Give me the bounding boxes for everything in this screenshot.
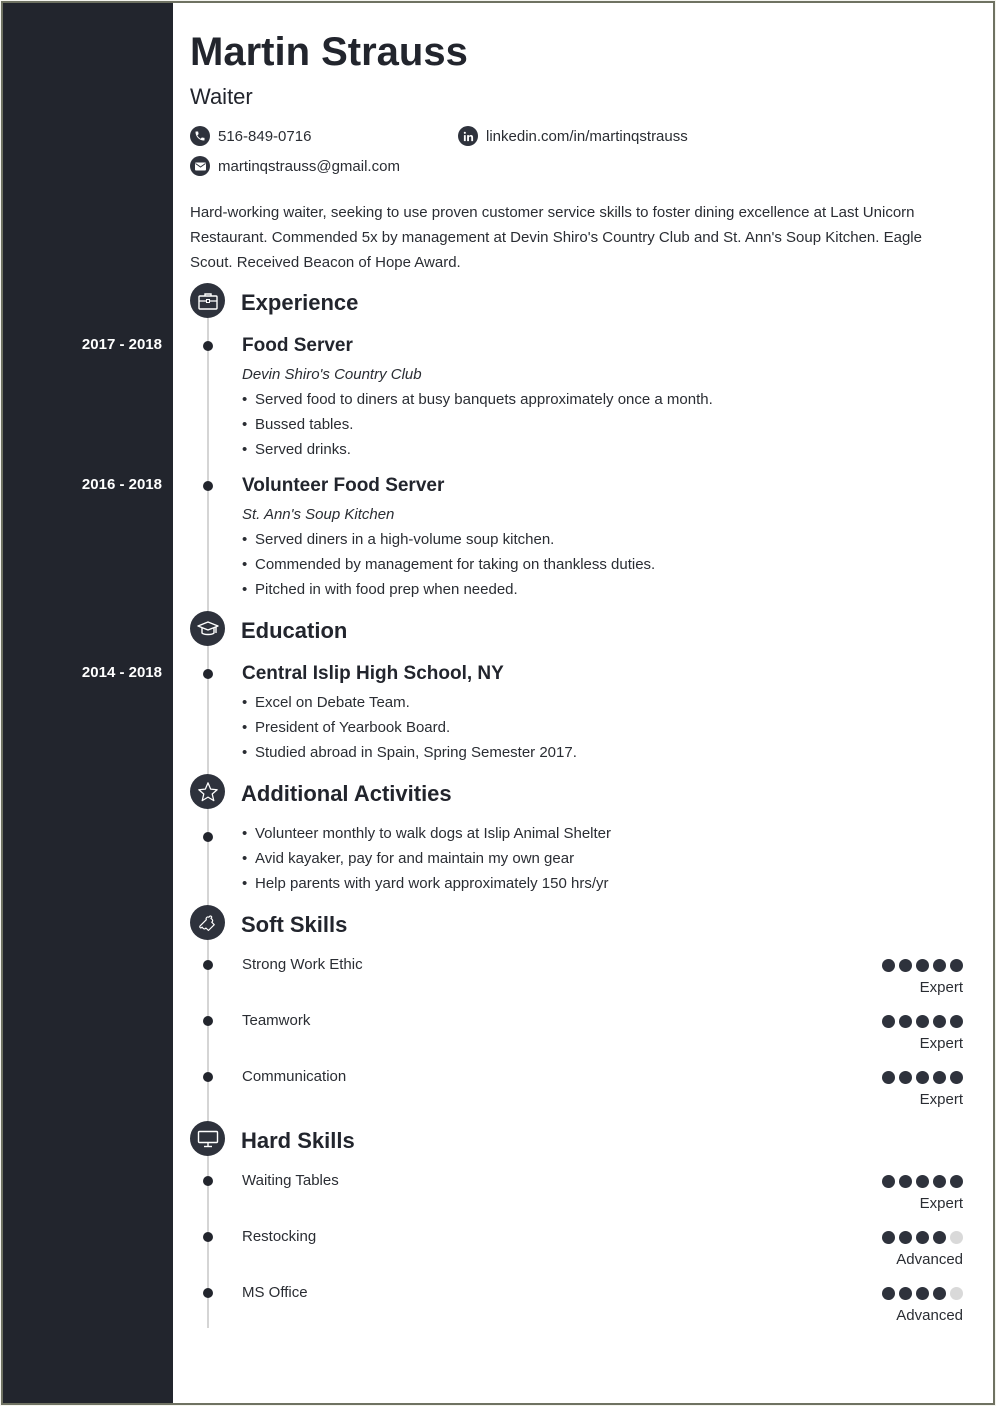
rating-dot <box>916 1015 929 1028</box>
job-date: 2017 - 2018 <box>81 336 162 353</box>
briefcase-icon <box>190 283 225 318</box>
phone-number: 516-849-0716 <box>218 127 312 145</box>
job-title: Food Server <box>242 335 353 356</box>
rating-dot <box>899 1015 912 1028</box>
phone-icon <box>190 126 210 146</box>
skill-name: Restocking <box>242 1228 317 1245</box>
activity-bullet: • Avid kayaker, pay for and maintain my own gear <box>242 850 574 867</box>
section-title-hard-skills: Hard Skills <box>241 1128 355 1153</box>
rating-dot <box>899 1071 912 1084</box>
candidate-role: Waiter <box>190 84 253 109</box>
rating-dot <box>899 1175 912 1188</box>
rating-dot <box>950 1175 963 1188</box>
timeline-dot <box>203 960 213 970</box>
job-bullet: • Served food to diners at busy banquets approximately once a month. <box>242 391 713 408</box>
rating-dot-empty <box>950 1231 963 1244</box>
skill-rating <box>882 1231 963 1244</box>
rating-dot <box>933 959 946 972</box>
job-bullet: • Pitched in with food prep when needed. <box>242 581 518 598</box>
activity-bullet: • Volunteer monthly to walk dogs at Islip Animal Shelter <box>242 825 611 842</box>
rating-dot <box>882 959 895 972</box>
rating-dot <box>916 1175 929 1188</box>
email-contact[interactable] <box>190 156 400 176</box>
rating-dot <box>933 1175 946 1188</box>
rating-dot <box>950 959 963 972</box>
section-title-education: Education <box>241 618 348 643</box>
job-bullet: • Commended by management for taking on thankless duties. <box>242 556 655 573</box>
skill-name: MS Office <box>242 1284 308 1301</box>
rating-dot <box>882 1231 895 1244</box>
rating-dot <box>916 1287 929 1300</box>
rating-dot <box>950 1071 963 1084</box>
timeline-dot <box>203 1072 213 1082</box>
skill-name: Teamwork <box>242 1012 311 1029</box>
skill-level: Advanced <box>896 1251 963 1268</box>
timeline-dot <box>203 832 213 842</box>
linkedin-contact[interactable] <box>458 126 688 146</box>
rating-dot <box>950 1015 963 1028</box>
activity-bullet: • Help parents with yard work approximately 150 hrs/yr <box>242 875 608 892</box>
rating-dot <box>933 1287 946 1300</box>
timeline-dot <box>203 1288 213 1298</box>
skill-rating <box>882 1175 963 1188</box>
section-title-activities: Additional Activities <box>241 781 452 806</box>
skill-name: Waiting Tables <box>242 1172 339 1189</box>
skill-level: Advanced <box>896 1307 963 1324</box>
timeline-dot <box>203 481 213 491</box>
timeline-dot <box>203 1232 213 1242</box>
edu-bullet: • Studied abroad in Spain, Spring Semester 2017. <box>242 744 577 761</box>
job-bullet: • Bussed tables. <box>242 416 353 433</box>
skill-level: Expert <box>919 979 963 996</box>
job-company: St. Ann's Soup Kitchen <box>242 506 395 523</box>
puzzle-icon <box>190 905 225 940</box>
skill-rating <box>882 1287 963 1300</box>
phone-contact <box>190 126 311 146</box>
rating-dot <box>916 1071 929 1084</box>
skill-level: Expert <box>919 1195 963 1212</box>
timeline-dot <box>203 341 213 351</box>
rating-dot <box>882 1015 895 1028</box>
rating-dot <box>899 1231 912 1244</box>
candidate-name: Martin Strauss <box>190 30 468 74</box>
skill-level: Expert <box>919 1091 963 1108</box>
job-bullet: • Served diners in a high-volume soup kitchen. <box>242 531 554 548</box>
rating-dot <box>933 1071 946 1084</box>
skill-name: Communication <box>242 1068 347 1085</box>
rating-dot <box>916 1231 929 1244</box>
summary: Hard-working waiter, seeking to use proven customer service skills to foster dining excellence at Last Unicorn Restaurant. Commended 5x by management at Devin Shiro's Country Club and St. Ann's Soup Kitchen. Eagle Scout. Received Beacon of Hope Award. <box>190 204 922 271</box>
rating-dot <box>882 1287 895 1300</box>
skill-name: Strong Work Ethic <box>242 956 363 973</box>
email-address[interactable]: martinqstrauss@gmail.com <box>218 157 400 175</box>
rating-dot <box>882 1071 895 1084</box>
section-title-experience: Experience <box>241 290 359 315</box>
job-bullet: • Served drinks. <box>242 441 351 458</box>
timeline-dot <box>203 669 213 679</box>
job-date: 2016 - 2018 <box>81 476 162 493</box>
section-title-soft-skills: Soft Skills <box>241 912 348 937</box>
monitor-icon <box>190 1121 225 1156</box>
star-icon <box>190 774 225 809</box>
rating-dot <box>899 959 912 972</box>
rating-dot <box>933 1231 946 1244</box>
skill-level: Expert <box>919 1035 963 1052</box>
job-company: Devin Shiro's Country Club <box>242 366 422 383</box>
edu-bullet: • Excel on Debate Team. <box>242 694 410 711</box>
skill-rating <box>882 1015 963 1028</box>
email-icon <box>190 156 210 176</box>
linkedin-icon <box>458 126 478 146</box>
graduation-cap-icon <box>190 611 225 646</box>
timeline-dot <box>203 1016 213 1026</box>
skill-rating <box>882 1071 963 1084</box>
edu-date: 2014 - 2018 <box>81 664 162 681</box>
timeline-dot <box>203 1176 213 1186</box>
linkedin-url[interactable]: linkedin.com/in/martinqstrauss <box>486 127 688 145</box>
school-name: Central Islip High School, NY <box>242 663 504 684</box>
job-title: Volunteer Food Server <box>242 475 445 496</box>
skill-rating <box>882 959 963 972</box>
edu-bullet: • President of Yearbook Board. <box>242 719 450 736</box>
sidebar <box>3 3 173 1403</box>
rating-dot <box>916 959 929 972</box>
rating-dot-empty <box>950 1287 963 1300</box>
rating-dot <box>933 1015 946 1028</box>
rating-dot <box>882 1175 895 1188</box>
rating-dot <box>899 1287 912 1300</box>
